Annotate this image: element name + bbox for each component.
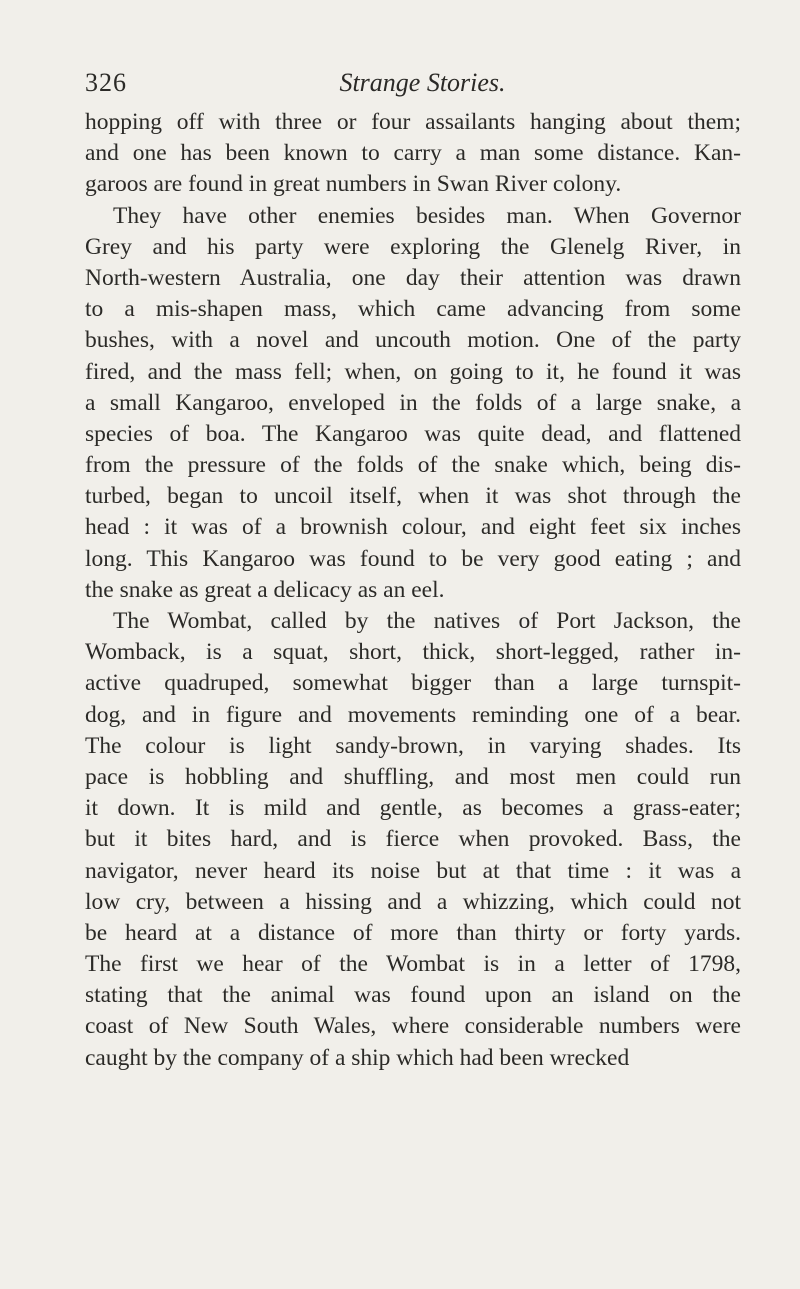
text-line: North-western Australia, one day their attention was drawn (85, 264, 741, 291)
text-line: head : it was of a brownish colour, and eight feet six inches (85, 514, 741, 541)
text-line: to a mis-shapen mass, which came advancing from some (85, 296, 741, 323)
text-line: The colour is light sandy-brown, in varying shades. Its (85, 732, 741, 759)
text-line: hopping off with three or four assailants hanging about them; (85, 109, 741, 135)
text-line: long. This Kangaroo was found to be very good eating ; and (85, 545, 741, 572)
page-number: 326 (85, 68, 127, 97)
text-line: and one has been known to carry a man some distance. Kan- (85, 140, 741, 167)
text-line: active quadruped, somewhat bigger than a large turnspit- (85, 670, 741, 697)
text-line: from the pressure of the folds of the snake which, being dis- (85, 452, 741, 479)
page-header (85, 68, 740, 108)
running-title: Strange Stories. (339, 68, 506, 97)
text-line: caught by the company of a ship which had been wrecked (85, 1044, 630, 1071)
text-line: navigator, never heard its noise but at that time : it was a (85, 857, 741, 884)
text-line: fired, and the mass fell; when, on going to it, he found it was (85, 358, 741, 385)
text-line: but it bites hard, and is fierce when provoked. Bass, the (85, 826, 741, 853)
text-line: The Wombat, called by the natives of Port Jackson, the (113, 608, 741, 634)
text-line: Grey and his party were exploring the Glenelg River, in (85, 233, 741, 260)
text-line: garoos are found in great numbers in Swan River colony. (85, 171, 622, 198)
body-text (85, 107, 741, 1074)
text-line: be heard at a distance of more than thirty or forty yards. (85, 919, 741, 946)
text-line: turbed, began to uncoil itself, when it was shot through the (85, 483, 741, 510)
text-line: The first we hear of the Wombat is in a letter of 1798, (85, 951, 741, 978)
text-line: coast of New South Wales, where considerable numbers were (85, 1013, 741, 1040)
text-line: low cry, between a hissing and a whizzing, which could not (85, 888, 741, 915)
text-line: Womback, is a squat, short, thick, short-legged, rather in- (85, 639, 741, 666)
text-line: They have other enemies besides man. When Governor (113, 202, 741, 229)
text-line: a small Kangaroo, enveloped in the folds of a large snake, a (85, 389, 741, 416)
text-line: the snake as great a delicacy as an eel. (85, 576, 445, 603)
text-line: bushes, with a novel and uncouth motion. One of the party (85, 327, 741, 354)
text-line: stating that the animal was found upon an island on the (85, 982, 741, 1009)
text-line: species of boa. The Kangaroo was quite dead, and flattened (85, 420, 741, 447)
text-line: pace is hobbling and shuffling, and most men could run (85, 763, 741, 790)
text-line: it down. It is mild and gentle, as becomes a grass-eater; (85, 795, 741, 822)
text-line: dog, and in figure and movements reminding one of a bear. (85, 701, 741, 728)
